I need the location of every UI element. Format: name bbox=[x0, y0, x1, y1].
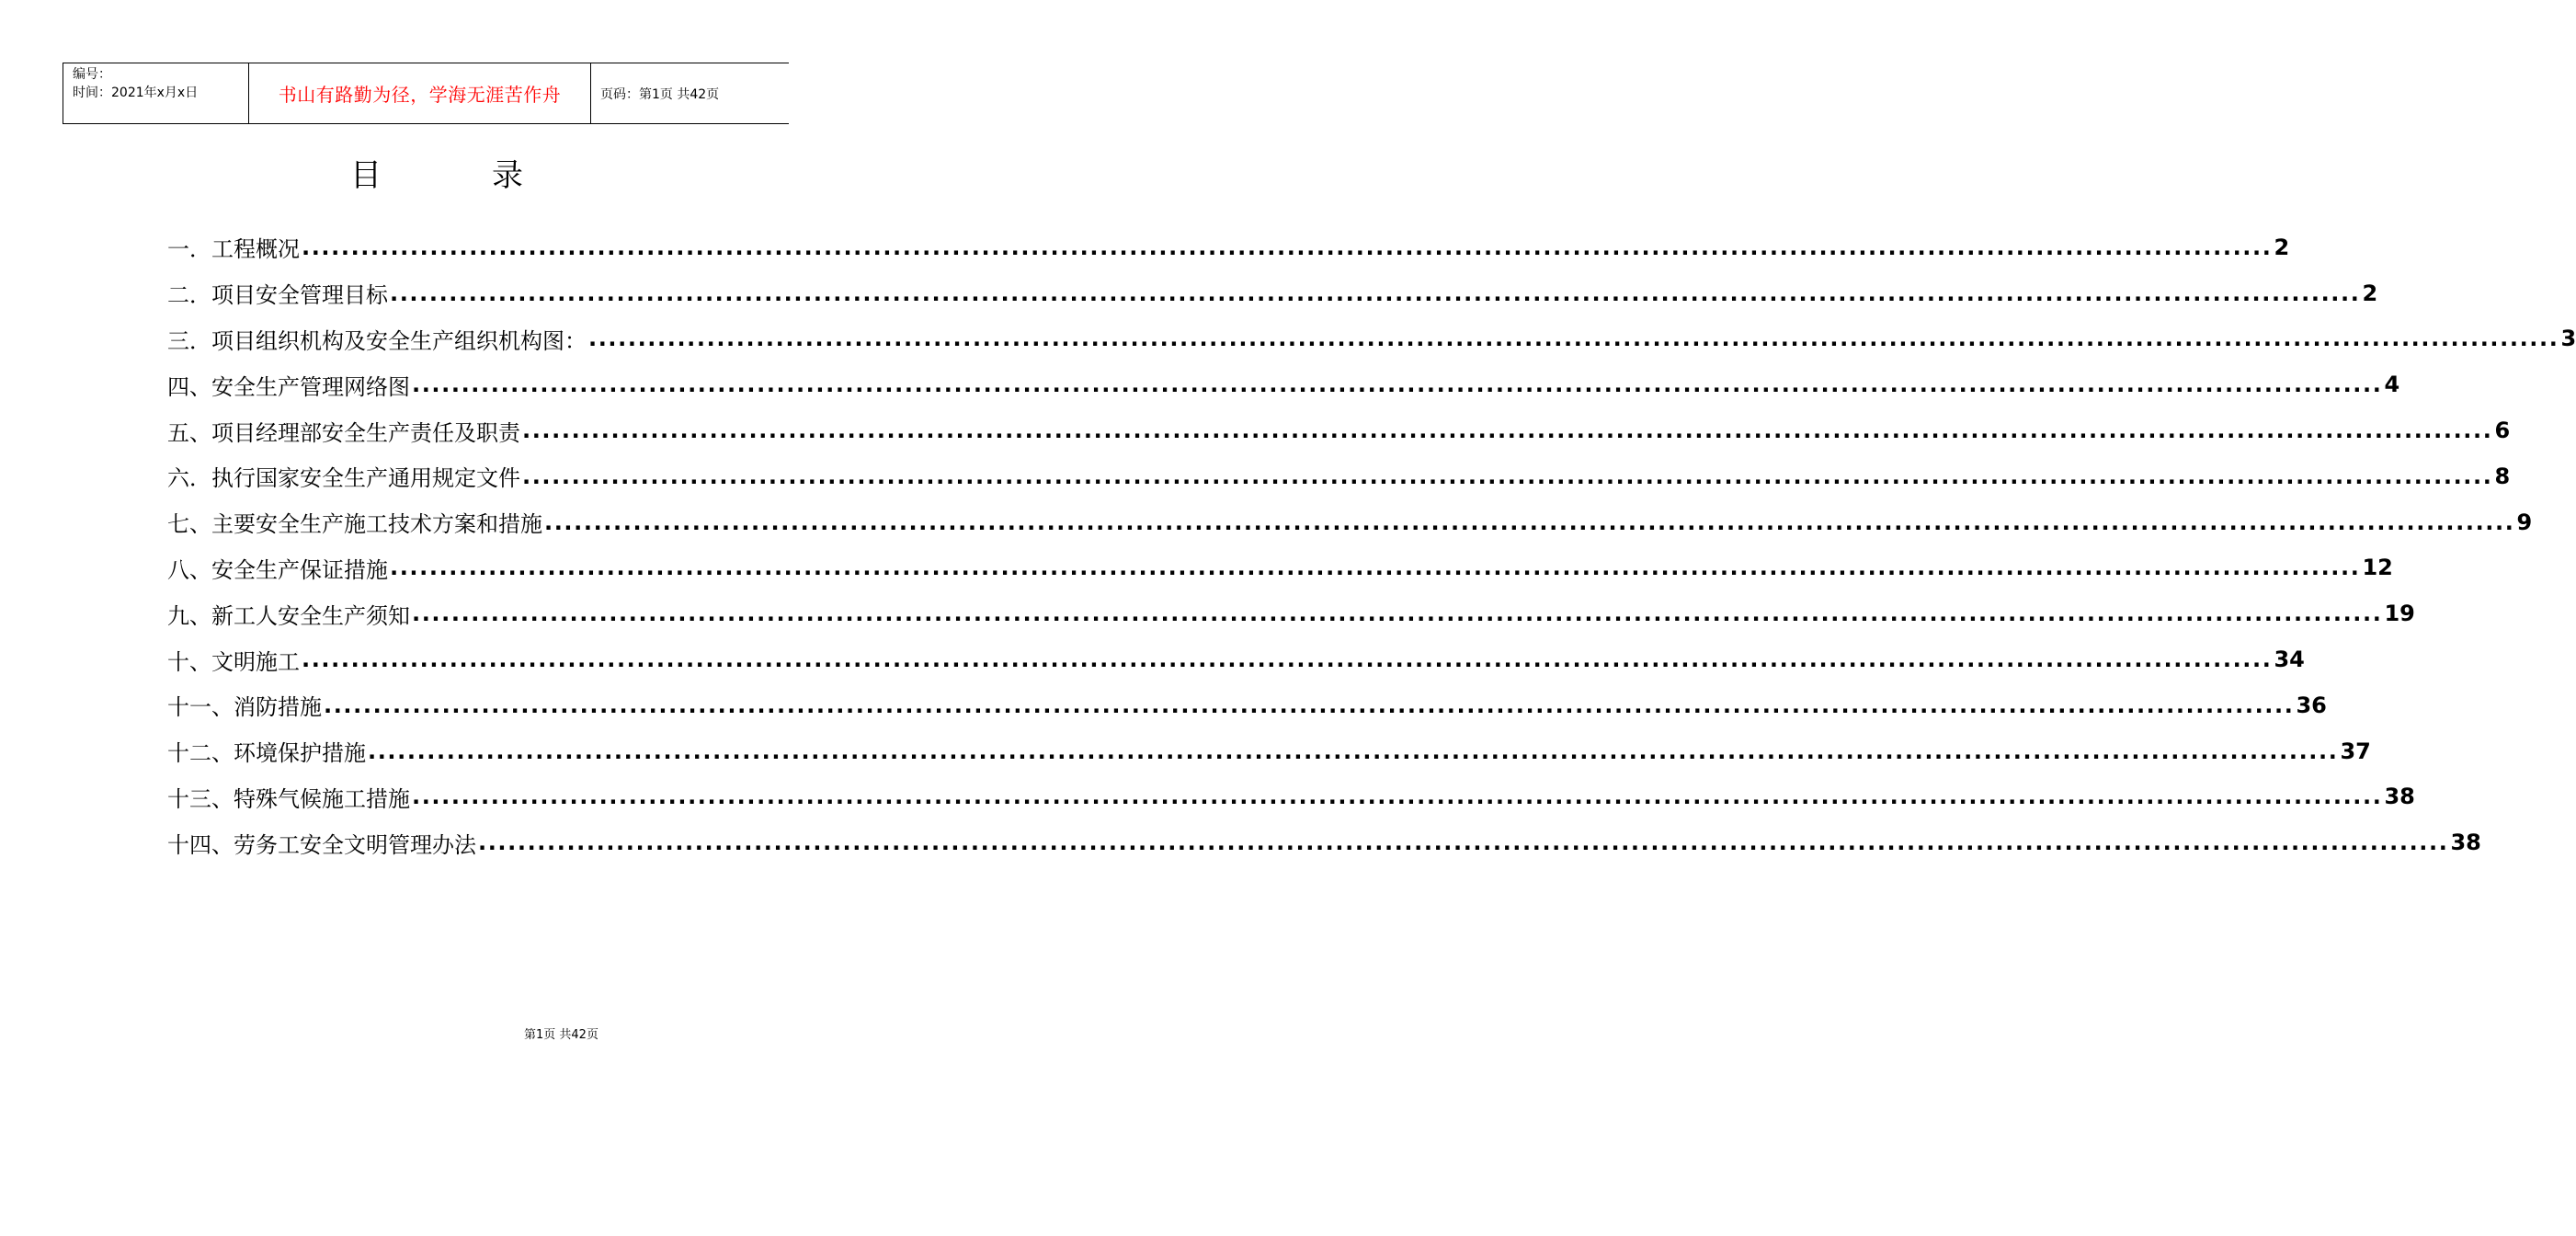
toc-entry-page: 4 bbox=[2384, 372, 2400, 398]
toc-leader-dots: ........................................................................................................................................................................................................ bbox=[368, 738, 2339, 764]
toc-entry-page: 19 bbox=[2384, 601, 2415, 627]
toc-entry[interactable] bbox=[167, 270, 2378, 316]
toc-entry-page: 34 bbox=[2274, 647, 2305, 673]
toc-leader-dots: ........................................................................................................................................................................................................ bbox=[544, 509, 2515, 535]
toc-entry-label: 十四、劳务工安全文明管理办法 bbox=[167, 831, 476, 858]
toc-entry-label: 八、安全生产保证措施 bbox=[167, 556, 388, 583]
toc-entry[interactable] bbox=[167, 545, 2393, 591]
toc-leader-dots: ........................................................................................................................................................................................................ bbox=[412, 784, 2383, 810]
toc-entry-page: 2 bbox=[2274, 234, 2290, 260]
document-number-label: 编号： bbox=[73, 67, 111, 82]
page-title bbox=[0, 150, 873, 195]
toc-entry-label: 十、文明施工 bbox=[167, 648, 300, 675]
toc-entry-label: 七、主要安全生产施工技术方案和措施 bbox=[167, 511, 542, 538]
toc-entry-page: 38 bbox=[2384, 784, 2415, 810]
toc-entry-page: 36 bbox=[2296, 692, 2327, 718]
table-of-contents bbox=[167, 224, 2576, 865]
header-meta-cell bbox=[63, 63, 249, 123]
toc-leader-dots: ........................................................................................................................................................................................................ bbox=[302, 234, 2273, 260]
toc-entry-page: 12 bbox=[2362, 555, 2393, 581]
toc-entry[interactable] bbox=[167, 499, 2533, 545]
header-motto: 书山有路勤为径，学海无涯苦作舟 bbox=[249, 63, 591, 123]
toc-leader-dots: ........................................................................................................................................................................................................ bbox=[324, 692, 2295, 718]
document-time-label: 时间：2021年x月x日 bbox=[73, 86, 199, 100]
toc-leader-dots: ........................................................................................................................................................................................................ bbox=[412, 372, 2383, 398]
toc-entry[interactable] bbox=[167, 774, 2415, 820]
title-char-1: 目 bbox=[350, 157, 382, 194]
toc-leader-dots: ........................................................................................................................................................................................................ bbox=[522, 463, 2493, 489]
toc-entry[interactable] bbox=[167, 728, 2371, 774]
toc-entry[interactable] bbox=[167, 682, 2327, 728]
toc-entry[interactable] bbox=[167, 316, 2576, 362]
toc-entry-label: 六．执行国家安全生产通用规定文件 bbox=[167, 465, 520, 492]
toc-leader-dots: ........................................................................................................................................................................................................ bbox=[588, 326, 2559, 352]
toc-entry[interactable] bbox=[167, 361, 2400, 407]
toc-leader-dots: ........................................................................................................................................................................................................ bbox=[478, 830, 2449, 856]
toc-entry-label: 一．工程概况 bbox=[167, 236, 300, 263]
toc-leader-dots: ........................................................................................................................................................................................................ bbox=[522, 418, 2493, 444]
header-page-info: 页码：第1页 共42页 bbox=[600, 86, 720, 102]
toc-leader-dots: ........................................................................................................................................................................................................ bbox=[302, 647, 2273, 673]
toc-entry-label: 四、安全生产管理网络图 bbox=[167, 373, 410, 400]
toc-entry-label: 十三、特殊气候施工措施 bbox=[167, 785, 410, 812]
document-header bbox=[63, 63, 789, 124]
toc-entry-page: 37 bbox=[2340, 738, 2371, 764]
toc-leader-dots: ........................................................................................................................................................................................................ bbox=[412, 601, 2383, 627]
toc-leader-dots: ........................................................................................................................................................................................................ bbox=[390, 555, 2361, 581]
toc-entry-page: 3 bbox=[2560, 326, 2576, 352]
toc-entry[interactable] bbox=[167, 407, 2511, 453]
toc-entry[interactable] bbox=[167, 453, 2511, 499]
toc-entry-label: 十一、消防措施 bbox=[167, 694, 322, 721]
toc-entry[interactable] bbox=[167, 224, 2290, 270]
toc-leader-dots: ........................................................................................................................................................................................................ bbox=[390, 280, 2361, 306]
toc-entry-page: 38 bbox=[2450, 830, 2481, 856]
toc-entry-label: 三．项目组织机构及安全生产组织机构图： bbox=[167, 327, 587, 354]
toc-entry[interactable] bbox=[167, 636, 2305, 682]
toc-entry-label: 二．项目安全管理目标 bbox=[167, 282, 388, 309]
toc-entry[interactable] bbox=[167, 590, 2415, 636]
toc-entry-page: 9 bbox=[2516, 509, 2533, 535]
title-char-2: 录 bbox=[492, 157, 523, 194]
toc-entry-label: 九、新工人安全生产须知 bbox=[167, 602, 410, 629]
toc-entry-label: 五、项目经理部安全生产责任及职责 bbox=[167, 419, 520, 446]
toc-entry[interactable] bbox=[167, 819, 2481, 865]
toc-entry-page: 2 bbox=[2362, 280, 2378, 306]
toc-entry-page: 6 bbox=[2494, 418, 2511, 444]
toc-entry-page: 8 bbox=[2494, 463, 2511, 489]
toc-entry-label: 十二、环境保护措施 bbox=[167, 740, 366, 767]
page-footer: 第1页 共42页 bbox=[524, 1028, 598, 1042]
